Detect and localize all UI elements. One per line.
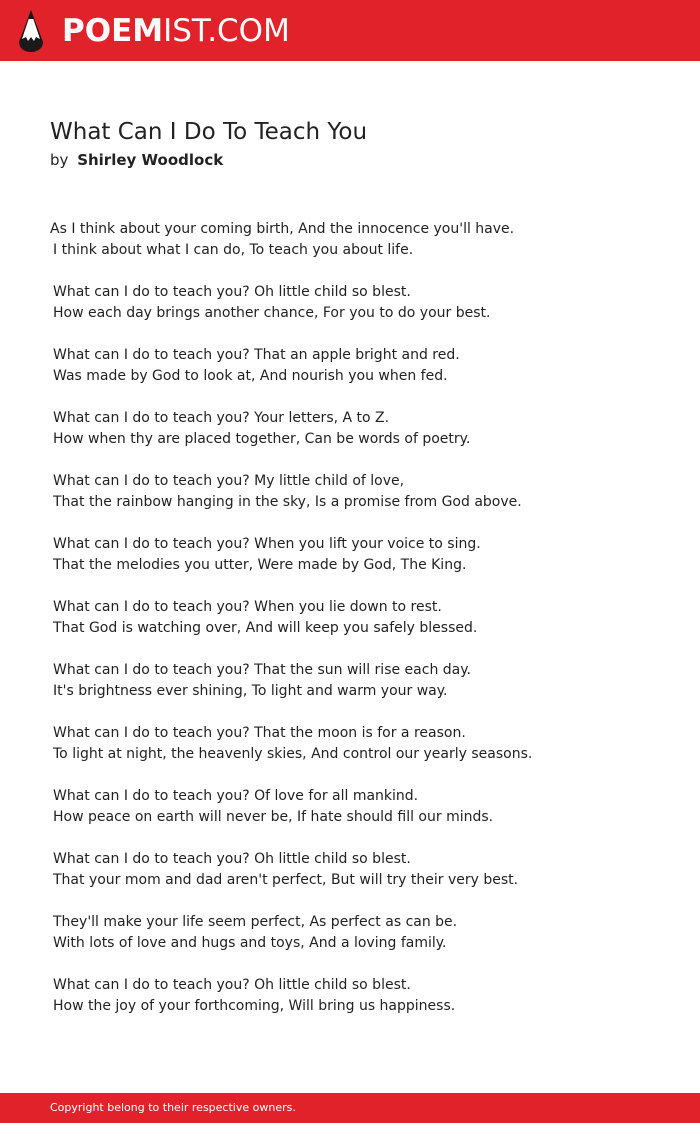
stanza	[50, 345, 670, 387]
poem-line: What can I do to teach you? Of love for all mankind.	[53, 788, 419, 804]
poem-line: As I think about your coming birth, And the innocence you'll have.	[50, 221, 515, 237]
poem-line: How the joy of your forthcoming, Will bring us happiness.	[53, 998, 456, 1014]
poem-line: What can I do to teach you? Your letters, A to Z.	[53, 410, 390, 426]
poem-line: What can I do to teach you? When you lie down to rest.	[53, 599, 442, 615]
poem-line: How each day brings another chance, For you to do your best.	[53, 305, 491, 321]
stanza	[50, 975, 670, 1017]
stanza	[50, 849, 670, 891]
poem-line: What can I do to teach you? That the sun will rise each day.	[53, 662, 471, 678]
stanza	[50, 471, 670, 513]
poem-line: That God is watching over, And will keep you safely blessed.	[53, 620, 478, 636]
author-name: Shirley Woodlock	[77, 151, 224, 169]
site-header	[0, 0, 700, 61]
poem-line: They'll make your life seem perfect, As perfect as can be.	[53, 914, 458, 930]
stanza	[50, 723, 670, 765]
stanza	[50, 912, 670, 954]
stanza	[50, 219, 670, 261]
copyright-text: Copyright belong to their respective owners.	[50, 1101, 296, 1114]
stanza	[50, 534, 670, 576]
poem-body	[50, 219, 670, 1038]
poem-line: What can I do to teach you? My little child of love,	[53, 473, 405, 489]
poem-line: What can I do to teach you? That the moon is for a reason.	[53, 725, 466, 741]
poem-line: What can I do to teach you? Oh little child so blest.	[53, 284, 411, 300]
stanza	[50, 282, 670, 324]
stanza	[50, 660, 670, 702]
poem-line: That the melodies you utter, Were made by God, The King.	[53, 557, 467, 573]
logo-light-text: IST.COM	[163, 13, 290, 49]
poem-line: What can I do to teach you? Oh little child so blest.	[53, 977, 411, 993]
site-footer	[0, 1093, 700, 1123]
poem-line: It's brightness ever shining, To light and warm your way.	[53, 683, 448, 699]
poem-line: With lots of love and hugs and toys, And a loving family.	[53, 935, 447, 951]
stanza	[50, 786, 670, 828]
by-label: by	[50, 151, 69, 169]
stanza	[50, 597, 670, 639]
stanza	[50, 408, 670, 450]
poem-line: How peace on earth will never be, If hate should fill our minds.	[53, 809, 494, 825]
poem-line: How when thy are placed together, Can be words of poetry.	[53, 431, 471, 447]
poem-title: What Can I Do To Teach You	[50, 119, 368, 145]
poem-line: What can I do to teach you? When you lift your voice to sing.	[53, 536, 481, 552]
pencil-tip-icon[interactable]	[18, 10, 44, 52]
site-logo[interactable]	[62, 11, 290, 51]
poem-line: What can I do to teach you? That an apple bright and red.	[53, 347, 460, 363]
poem-line: That your mom and dad aren't perfect, But will try their very best.	[53, 872, 519, 888]
byline	[50, 150, 223, 170]
poem-line: Was made by God to look at, And nourish you when fed.	[53, 368, 448, 384]
poem-line: To light at night, the heavenly skies, And control our yearly seasons.	[53, 746, 533, 762]
poem-line: I think about what I can do, To teach you about life.	[53, 242, 414, 258]
poem-line: That the rainbow hanging in the sky, Is a promise from God above.	[53, 494, 522, 510]
poem-line: What can I do to teach you? Oh little child so blest.	[53, 851, 411, 867]
logo-bold-text: POEM	[62, 13, 164, 49]
